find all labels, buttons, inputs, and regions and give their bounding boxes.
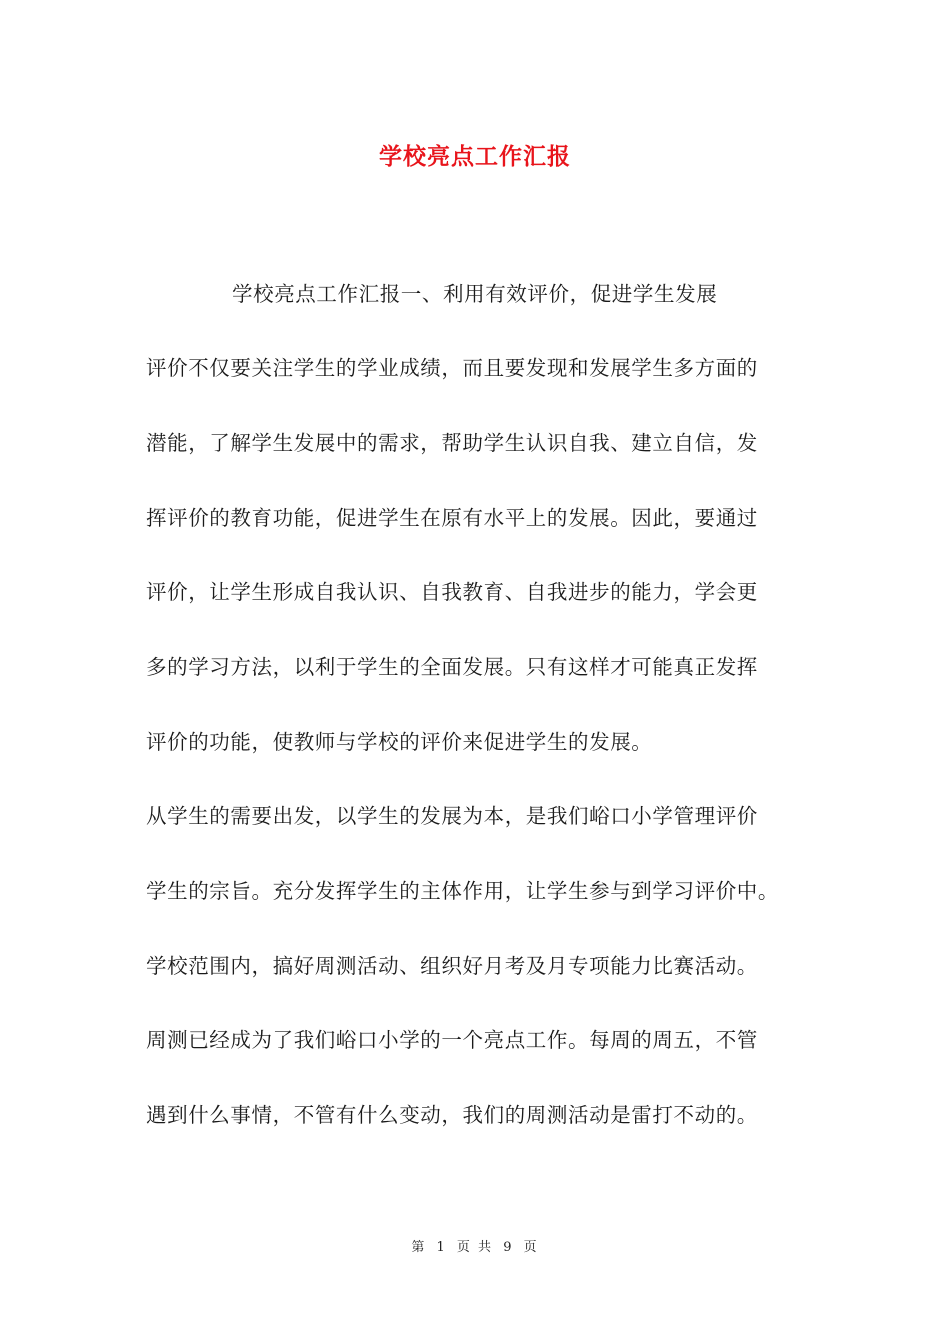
body-line: 从学生的需要出发，以学生的发展为本，是我们峪口小学管理评价 bbox=[146, 804, 758, 828]
body-line: 学生的宗旨。充分发挥学生的主体作用，让学生参与到学习评价中。 bbox=[146, 879, 779, 903]
footer-suffix: 页 bbox=[523, 1240, 539, 1255]
body-line: 遇到什么事情，不管有什么变动，我们的周测活动是雷打不动的。 bbox=[146, 1103, 758, 1127]
body-line: 多的学习方法，以利于学生的全面发展。只有这样才可能真正发挥 bbox=[146, 655, 758, 679]
body-line: 潜能，了解学生发展中的需求，帮助学生认识自我、建立自信，发 bbox=[146, 431, 758, 455]
footer-current-page: 1 bbox=[436, 1240, 447, 1255]
body-line: 挥评价的教育功能，促进学生在原有水平上的发展。因此，要通过 bbox=[146, 506, 758, 530]
footer-total-pages: 9 bbox=[503, 1240, 514, 1255]
footer-prefix: 第 bbox=[411, 1240, 427, 1255]
footer-middle: 页 共 bbox=[456, 1240, 494, 1255]
document-title: 学校亮点工作汇报 bbox=[379, 143, 571, 170]
body-line: 周测已经成为了我们峪口小学的一个亮点工作。每周的周五，不管 bbox=[146, 1028, 758, 1052]
body-line: 学校亮点工作汇报一、利用有效评价，促进学生发展 bbox=[232, 282, 718, 306]
body-line: 学校范围内，搞好周测活动、组织好月考及月专项能力比赛活动。 bbox=[146, 954, 758, 978]
page-number-footer bbox=[0, 1236, 950, 1255]
body-line: 评价的功能，使教师与学校的评价来促进学生的发展。 bbox=[146, 730, 653, 754]
body-line: 评价不仅要关注学生的学业成绩，而且要发现和发展学生多方面的 bbox=[146, 356, 758, 380]
body-line: 评价，让学生形成自我认识、自我教育、自我进步的能力，学会更 bbox=[146, 580, 758, 604]
